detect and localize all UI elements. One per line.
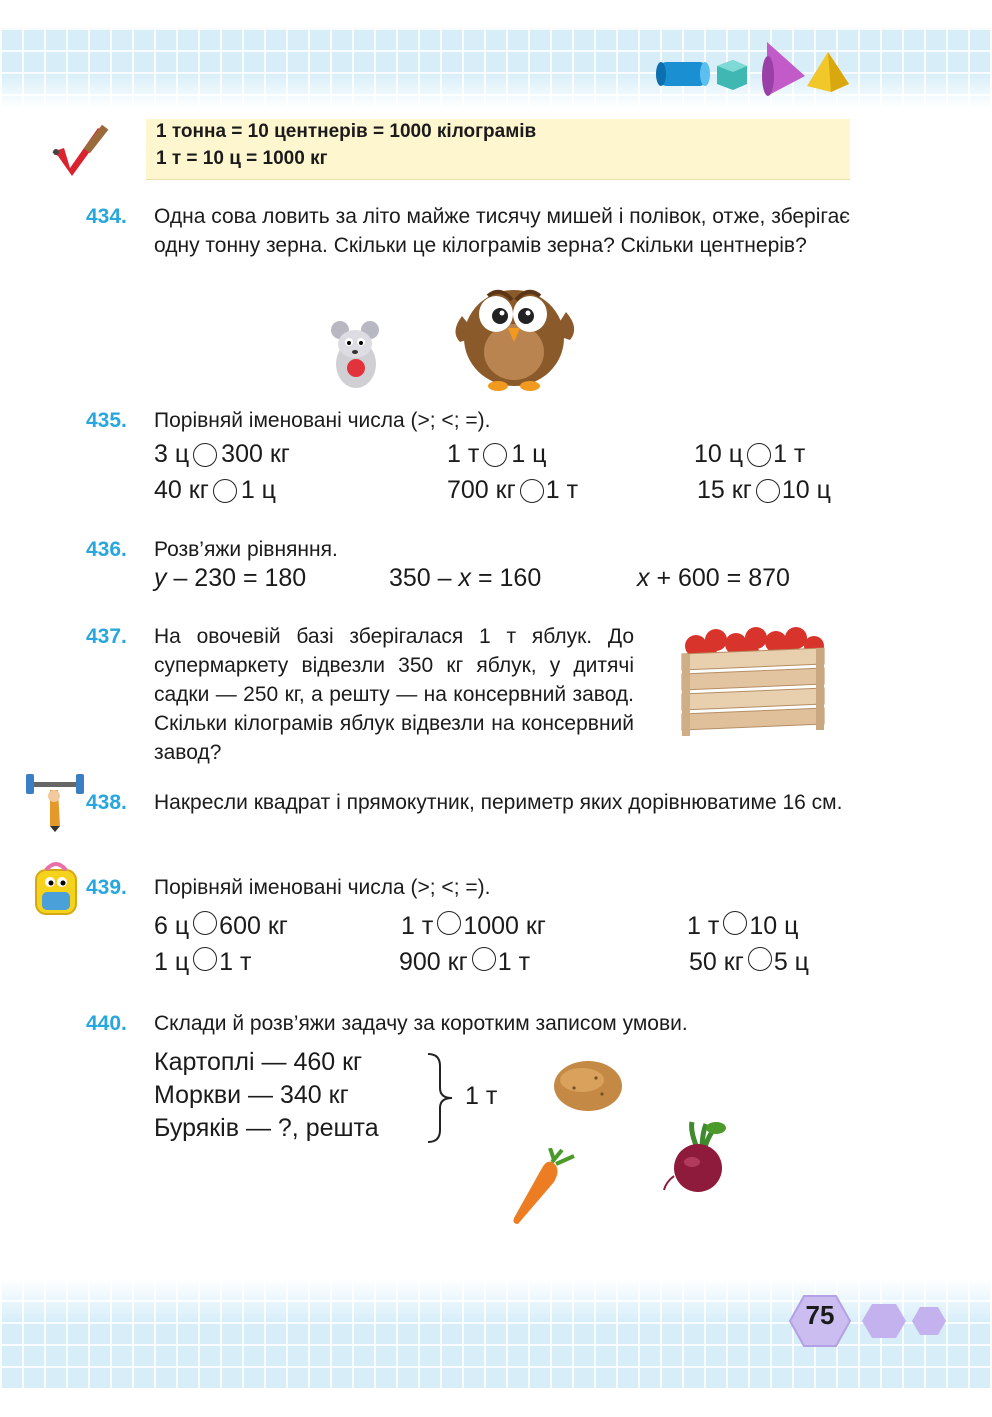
compare-right: 1 т (545, 476, 579, 504)
task-438-text: Накресли квадрат і прямокутник, периметр яких дорівнюватиме 16 см. (154, 791, 843, 814)
compare-left: 1 ц (154, 948, 190, 976)
task-436-number: 436. (86, 538, 127, 561)
compare-left: 50 кг (689, 948, 744, 976)
compare-left: 1 т (447, 440, 480, 468)
compare-left: 15 кг (697, 476, 752, 504)
compare-left: 900 кг (399, 948, 468, 976)
compare-439-2 (401, 912, 546, 941)
answer-circle[interactable] (747, 443, 771, 467)
compare-right: 10 ц (781, 476, 831, 504)
owl-illustration (448, 272, 580, 392)
task-434-number: 434. (86, 205, 127, 228)
compare-right: 1000 кг (463, 912, 546, 940)
rule-line-1: 1 тонна = 10 центнерів = 1000 кілограмів (156, 121, 537, 142)
answer-circle[interactable] (472, 947, 496, 971)
compare-right: 1 ц (511, 440, 547, 468)
equation-rest: – 230 = 180 (166, 564, 307, 592)
answer-circle[interactable] (756, 479, 780, 503)
task-438-number: 438. (86, 791, 127, 814)
backpack-icon (28, 862, 84, 916)
compare-right: 5 ц (773, 948, 809, 976)
equation-2 (389, 564, 541, 593)
pyramid-icon (807, 52, 849, 92)
compare-left: 700 кг (447, 476, 516, 504)
compare-left: 1 т (401, 912, 434, 940)
answer-circle[interactable] (520, 479, 544, 503)
equation-3 (637, 564, 790, 593)
rule-line-2: 1 т = 10 ц = 1000 кг (156, 148, 328, 169)
page-number: 75 (805, 1300, 835, 1330)
compare-right: 300 кг (221, 440, 290, 468)
compare-left: 40 кг (154, 476, 209, 504)
compare-439-4 (154, 948, 251, 977)
condition-carrots: Моркви — 340 кг (154, 1081, 349, 1109)
cube-icon (717, 60, 747, 90)
compare-435-6 (697, 476, 831, 505)
compare-435-5 (447, 476, 578, 505)
task-437-text: На овочевій базі зберігалася 1 т яблук. До супермаркету відвезли 350 кг яблук, у дитячі садки — 250 кг, а решту — на консервний завод. Скільки кілограмів яблук відвезли на консервний завод? (154, 625, 634, 764)
carrot-illustration (508, 1148, 580, 1228)
answer-circle[interactable] (193, 911, 217, 935)
curly-brace (424, 1052, 458, 1144)
task-435-number: 435. (86, 409, 127, 432)
rule-box (146, 119, 850, 180)
compare-right: 1 т (773, 440, 806, 468)
answer-circle[interactable] (748, 947, 772, 971)
answer-circle[interactable] (193, 443, 217, 467)
task-439-text: Порівняй іменовані числа (>; <; =). (154, 876, 491, 899)
compare-right: 1 ц (240, 476, 276, 504)
task-440-text: Склади й розв’яжи задачу за коротким записом умови. (154, 1012, 688, 1035)
apple-crate-illustration (678, 624, 828, 742)
compare-left: 3 ц (154, 440, 190, 468)
compare-left: 1 т (687, 912, 720, 940)
equation-1 (154, 564, 306, 593)
total-value: 1 т (465, 1082, 498, 1110)
equation-pre: 350 – (389, 564, 459, 592)
task-439-number: 439. (86, 876, 127, 899)
equation-rest: = 160 (471, 564, 542, 592)
compare-435-2 (447, 440, 546, 469)
compare-right: 1 т (219, 948, 252, 976)
task-434-text: Одна сова ловить за літо майже тисячу мишей і полівок, отже, зберігає одну тонну зерна. Скільки це кілограмів зерна? Скільки центнерів? (154, 205, 850, 257)
compare-439-1 (154, 912, 288, 941)
variable: x (637, 564, 650, 592)
compare-435-4 (154, 476, 276, 505)
answer-circle[interactable] (437, 911, 461, 935)
task-440-number: 440. (86, 1012, 127, 1035)
compare-right: 1 т (497, 948, 531, 976)
compare-439-5 (399, 948, 530, 977)
compare-435-1 (154, 440, 290, 469)
task-437-number: 437. (86, 625, 127, 648)
variable: x (458, 564, 472, 592)
dumbbell-pencil-icon (24, 772, 86, 834)
potato-illustration (552, 1058, 624, 1114)
answer-circle[interactable] (213, 479, 237, 503)
compare-left: 10 ц (694, 440, 744, 468)
compare-right: 600 кг (219, 912, 288, 940)
compare-439-6 (689, 948, 809, 977)
compare-left: 6 ц (154, 912, 190, 940)
cylinder-icon (656, 62, 710, 86)
condition-potatoes: Картоплі — 460 кг (154, 1048, 363, 1076)
compare-right: 10 ц (749, 912, 799, 940)
answer-circle[interactable] (193, 947, 217, 971)
compare-435-3 (694, 440, 805, 469)
header-shapes (655, 40, 855, 100)
variable: y (154, 564, 167, 592)
answer-circle[interactable] (483, 443, 507, 467)
mouse-illustration (326, 316, 384, 392)
answer-circle[interactable] (723, 911, 747, 935)
task-436-text: Розв’яжи рівняння. (154, 538, 338, 561)
checkmark-pencil-icon (44, 122, 110, 178)
task-435-text: Порівняй іменовані числа (>; <; =). (154, 409, 491, 432)
compare-439-3 (687, 912, 798, 941)
cone-icon (762, 42, 805, 96)
equation-rest: + 600 = 870 (649, 564, 790, 592)
beet-illustration (662, 1120, 742, 1198)
condition-beets: Буряків — ?, решта (154, 1114, 379, 1142)
